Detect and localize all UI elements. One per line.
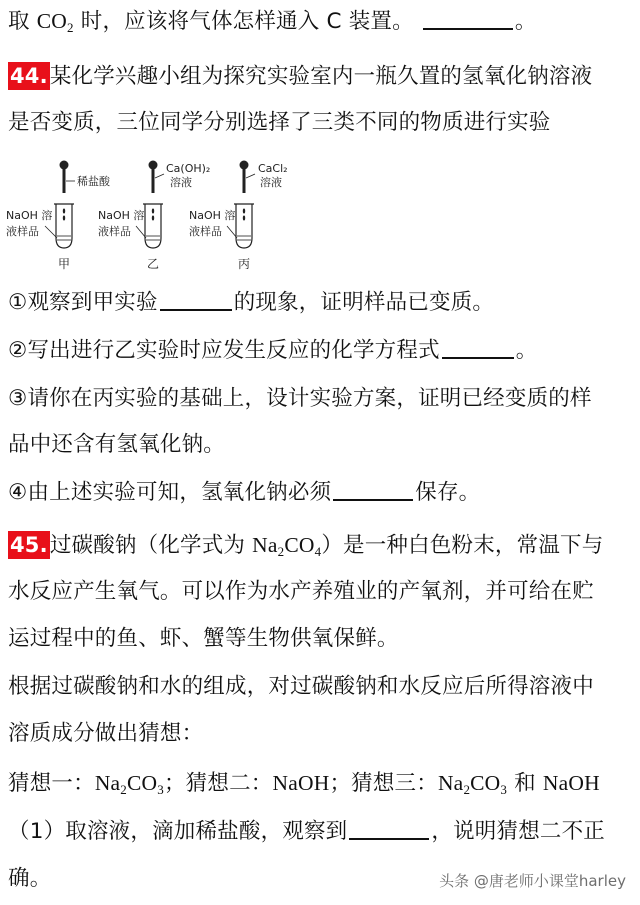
question-45-line2: 水反应产生氧气。可以作为水产养殖业的产氧剂，并可给在贮 — [8, 579, 594, 604]
part-1-line1: （1）取溶液，滴加稀盐酸，观察到 ，说明猜想二不正 — [8, 819, 605, 844]
dropper-bulb-icon — [149, 161, 158, 170]
tube-label-yi: 乙 — [147, 257, 160, 271]
sample-label-2: 液样品 — [189, 225, 222, 238]
experiment-jia — [6, 161, 111, 272]
question-44-line2: 是否变质，三位同学分别选择了三类不同的物质进行实验 — [8, 110, 551, 135]
text-line-co2: 取 $CO_2$ 时，应该将气体怎样通入 C 装置。 。 — [8, 9, 537, 35]
question-number-44: 44. — [10, 64, 48, 88]
question-44-line1: 44.某化学兴趣小组为探究实验室内一瓶久置的氢氧化钠溶液 — [10, 64, 593, 89]
answer-blank — [349, 818, 429, 840]
reagent-label-cacl2-2: 溶液 — [260, 176, 282, 189]
item-1: ①观察到甲实验 的现象，证明样品已变质。 — [8, 290, 495, 315]
reagent-label-hcl: 稀盐酸 — [77, 175, 110, 188]
item-3-line1: ③请你在丙实验的基础上，设计实验方案，证明已经变质的样 — [8, 386, 592, 411]
sample-label: NaOH 溶 — [189, 209, 236, 222]
answer-blank — [442, 337, 514, 359]
tube-label-jia: 甲 — [58, 257, 71, 271]
watermark: 头条 @唐老师小课堂harley — [439, 872, 626, 890]
sample-label-2: 液样品 — [6, 225, 39, 238]
answer-blank — [160, 289, 232, 311]
reagent-label-cacl2: CaCl₂ — [258, 162, 288, 175]
reagent-label-caoh2-2: 溶液 — [170, 176, 192, 189]
sample-label-2: 液样品 — [98, 225, 131, 238]
sample-label: NaOH 溶 — [98, 209, 145, 222]
dropper-bulb-icon — [60, 161, 69, 170]
dropper-icon — [63, 169, 66, 193]
part-1-line2: 确。 — [8, 866, 52, 891]
item-2: ②写出进行乙实验时应发生反应的化学方程式 。 — [8, 338, 538, 363]
test-tube-diagram — [0, 156, 300, 276]
dropper-bulb-icon — [240, 161, 249, 170]
sample-label: NaOH 溶 — [6, 209, 53, 222]
question-45-line1: 45.过碳酸钠（化学式为 $Na_2CO_4$）是一种白色粉末，常温下与 — [10, 533, 604, 559]
experiment-bing — [189, 161, 288, 272]
item-3-line2: 品中还含有氢氧化钠。 — [8, 432, 226, 457]
item-4: ④由上述实验可知，氢氧化钠必须 保存。 — [8, 480, 481, 505]
question-45-line3: 运过程中的鱼、虾、蟹等生物供氧保鲜。 — [8, 626, 399, 651]
dropper-icon — [243, 169, 246, 193]
question-45-line4: 根据过碳酸钠和水的组成，对过碳酸钠和水反应后所得溶液中 — [8, 674, 594, 699]
dropper-icon — [152, 169, 155, 193]
tube-label-bing: 丙 — [238, 257, 251, 271]
answer-blank — [333, 479, 413, 501]
answer-blank — [423, 8, 513, 30]
question-number-45: 45. — [10, 533, 48, 557]
reagent-label-caoh2: Ca(OH)₂ — [166, 162, 211, 175]
guesses-line: 猜想一：$Na_2CO_3$；猜想二：NaOH；猜想三：$Na_2CO_3$ 和 NaOH — [8, 771, 600, 797]
question-45-line5: 溶质成分做出猜想： — [8, 721, 204, 746]
